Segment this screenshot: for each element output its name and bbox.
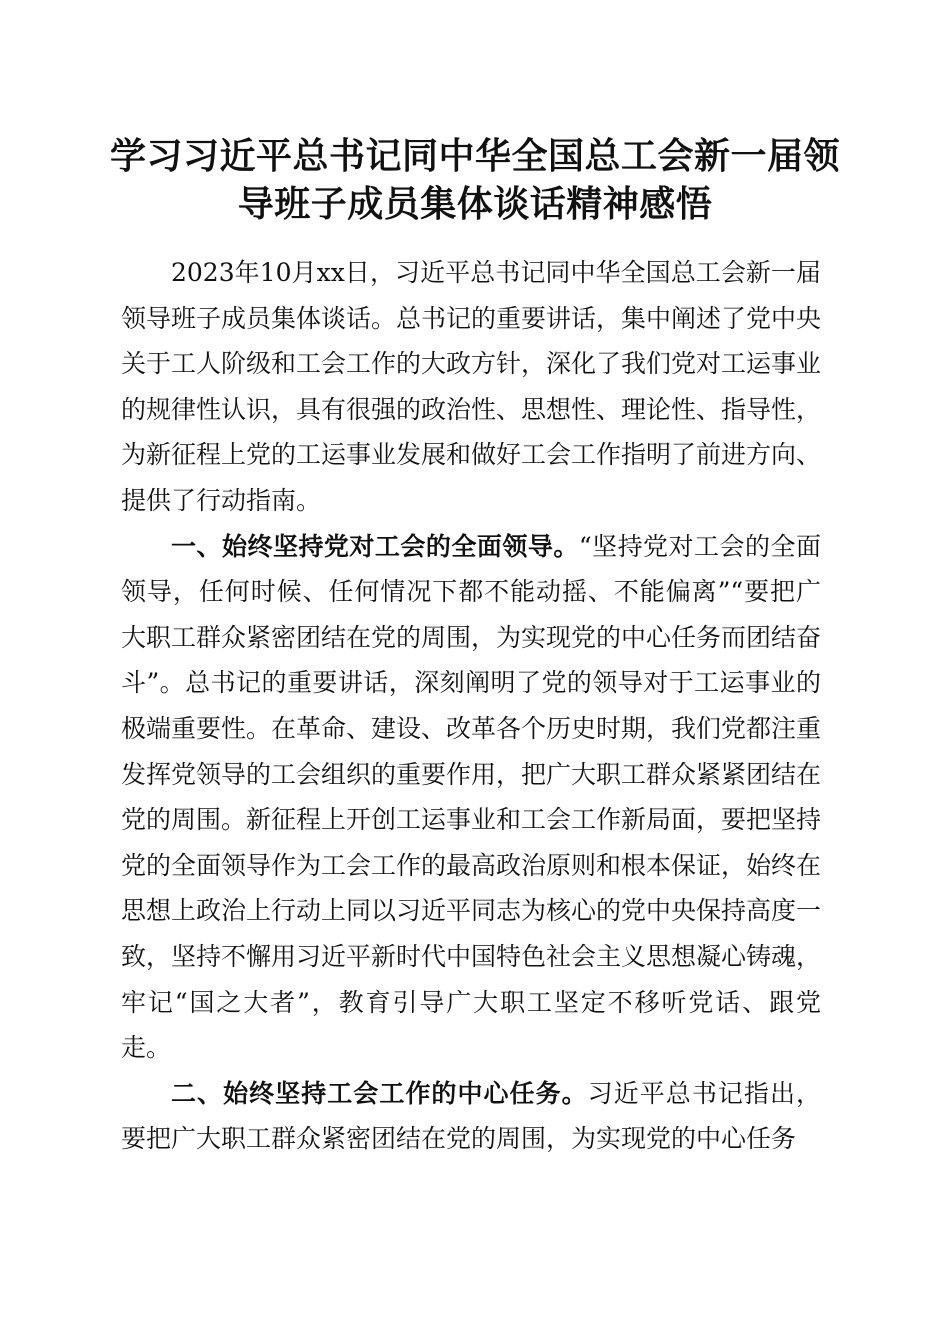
intro-paragraph-text: 2023年10月xx日，习近平总书记同中华全国总工会新一届领导班子成员集体谈话。总书记的重要讲话，集中阐述了党中央关于工人阶级和工会工作的大政方针，深化了我们党对工运事业的规律性认识，具有很强的政治性、思想性、理论性、指导性，为新征程上党的工运事业发展和做好工会工作指明了前进方向、提供了行动指南。 [121, 258, 822, 515]
intro-paragraph [121, 250, 821, 524]
document-body [121, 250, 821, 1162]
section-two-heading: 二、始终坚持工会工作的中心任务。 [171, 1078, 588, 1108]
section-two-text: 习近平总书记指出，要把广大职工群众紧密团结在党的周围，为实现党的中心任务 [121, 1078, 821, 1154]
section-one-heading: 一、始终坚持党对工会的全面领导。 [171, 531, 579, 561]
section-two-paragraph [121, 1071, 821, 1162]
section-one-text: “坚持党对工会的全面领导，任何时候、任何情况下都不能动摇、不能偏离”“要把广大职工群众紧密团结在党的周围，为实现党的中心任务而团结奋斗”。总书记的重要讲话，深刻阐明了党的领导对于工运事业的极端重要性。在革命、建设、改革各个历史时期，我们党都注重发挥党领导的工会组织的重要作用，把广大职工群众紧紧团结在党的周围。新征程上开创工运事业和工会工作新局面，要把坚持党的全面领导作为工会工作的最高政治原则和根本保证，始终在思想上政治上行动上同以习近平同志为核心的党中央保持高度一致，坚持不懈用习近平新时代中国特色社会主义思想凝心铸魂，牢记“国之大者”，教育引导广大职工坚定不移听党话、跟党走。 [121, 531, 822, 1063]
document-title: 学习习近平总书记同中华全国总工会新一届领导班子成员集体谈话精神感悟 [110, 135, 841, 225]
section-one-paragraph [121, 524, 821, 1071]
